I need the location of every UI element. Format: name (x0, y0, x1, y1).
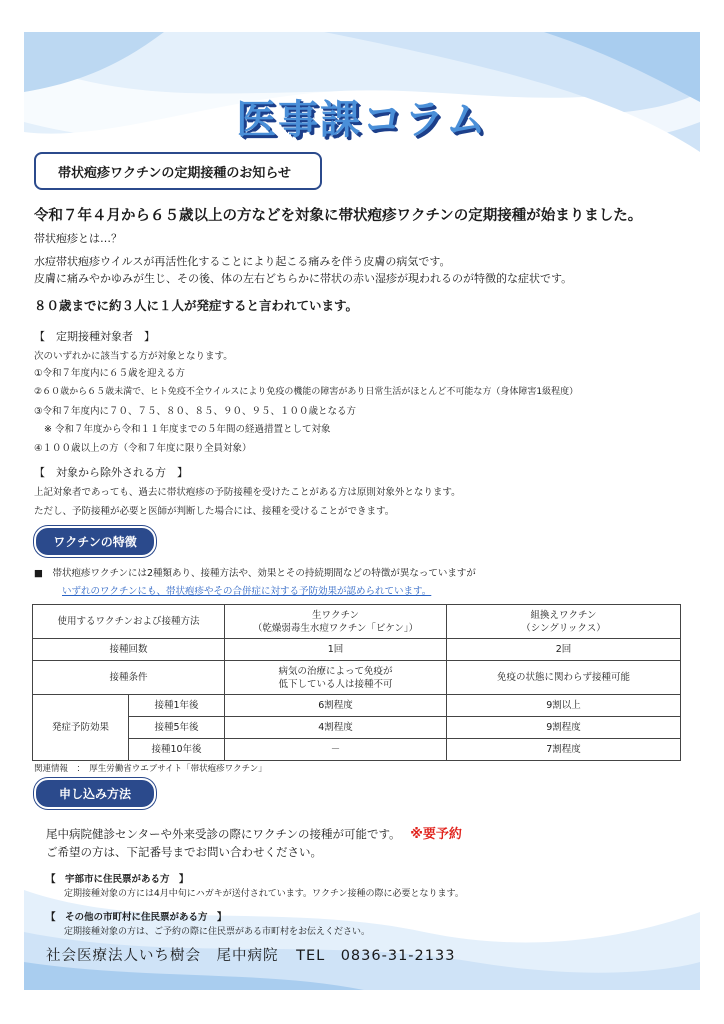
excluded-heading: 【 対象から除外される方 】 (34, 466, 188, 479)
count-label: 接種回数 (33, 639, 225, 661)
apply-line-1-text: 尾中病院健診センターや外来受診の際にワクチンの接種が可能です。 (46, 827, 401, 841)
effect-recombinant: 9割程度 (447, 717, 681, 739)
recombinant-vaccine-product: （シングリックス） (521, 622, 606, 634)
ube-heading: 【 宇部市に住民票がある方 】 (46, 874, 189, 885)
section-heading-features: ワクチンの特徴 (34, 526, 156, 557)
eligible-heading: 【 定期接種対象者 】 (34, 330, 155, 343)
description-line-2: 皮膚に痛みやかゆみが生じ、その後、体の左右どちらかに帯状の赤い湿疹が現われるのが特徴的な症状です。 (34, 272, 573, 285)
other-text: 定期接種対象の方は、ご予約の際に住民票がある市町村をお伝えください。 (64, 927, 371, 937)
effect-label: 発症予防効果 (33, 695, 129, 761)
count-live: 1回 (225, 639, 447, 661)
hospital-name: 社会医療法人いち樹会 尾中病院 (46, 948, 279, 964)
effect-live: 6割程度 (225, 695, 447, 717)
eligible-intro: 次のいずれかに該当する方が対象となります。 (34, 351, 233, 362)
eligible-item-4: ④１００歳以上の方（令和７年度に限り全員対象） (34, 443, 252, 454)
section-heading-notice: 帯状疱疹ワクチンの定期接種のお知らせ (34, 152, 322, 190)
count-recombinant: 2回 (447, 639, 681, 661)
recombinant-vaccine-name: 組換えワクチン (530, 609, 597, 621)
table-row (33, 605, 681, 639)
vaccine-highlight-text: いずれのワクチンにも、帯状疱疹やその合併症に対する予防効果が認められています。 (62, 586, 432, 597)
lead-text: 令和７年４月から６５歳以上の方などを対象に帯状疱疹ワクチンの定期接種が始まりました。 (34, 208, 643, 224)
condition-live (225, 661, 447, 695)
other-heading: 【 その他の市町村に住民票がある方 】 (46, 912, 227, 923)
live-vaccine-product: （乾燥弱毒生水痘ワクチン「ビケン」） (252, 622, 419, 634)
eligible-item-1: ①令和７年度内に６５歳を迎える方 (34, 368, 186, 379)
related-info: 関連情報 ： 厚生労働省ウエブサイト「帯状疱疹ワクチン」 (34, 764, 267, 774)
ube-text: 定期接種対象の方には4月中旬にハガキが送付されています。ワクチン接種の際に必要となります。 (64, 889, 464, 899)
page-frame (24, 32, 700, 990)
condition-recombinant: 免疫の状態に関わらず接種可能 (447, 661, 681, 695)
section-heading-apply: 申し込み方法 (34, 778, 156, 809)
effect-recombinant: 7割程度 (447, 739, 681, 761)
table-row (33, 717, 681, 739)
effect-recombinant: 9割以上 (447, 695, 681, 717)
table-header-live (225, 605, 447, 639)
description-line-1: 水痘帯状疱疹ウイルスが再活性化することにより起こる痛みを伴う皮膚の病気です。 (34, 255, 451, 268)
table-header-method: 使用するワクチンおよび接種方法 (33, 605, 225, 639)
vaccine-comparison-table (32, 604, 681, 761)
statistic-text: ８０歳までに約３人に１人が発症すると言われています。 (34, 298, 359, 313)
table-row (33, 639, 681, 661)
what-is-heading: 帯状疱疹とは…？ (34, 232, 122, 245)
page-title: 医事課コラム (236, 97, 488, 143)
eligible-item-3: ③令和７年度内に７０、７５、８０、８５、９０、９５、１００歳となる方 (34, 406, 357, 417)
excluded-line-2: ただし、予防接種が必要と医師が判断した場合には、接種を受けることができます。 (34, 506, 395, 517)
condition-live-line-1: 病気の治療によって免疫が (278, 665, 393, 677)
vaccine-bullet-text: ■ 帯状疱疹ワクチンには2種類あり、接種方法や、効果とその持続期間などの特徴が異なっていますが (34, 568, 476, 579)
effect-live: － (225, 739, 447, 761)
phone-number: TEL 0836-31-2133 (296, 948, 456, 964)
effect-period: 接種1年後 (129, 695, 225, 717)
effect-live: 4割程度 (225, 717, 447, 739)
table-row (33, 739, 681, 761)
eligible-item-2: ②６０歳から６５歳未満で、ヒト免疫不全ウイルスにより免疫の機能の障害があり日常生活がほとんど不可能な方（身体障害1級程度） (34, 387, 579, 397)
effect-period: 接種5年後 (129, 717, 225, 739)
table-header-recombinant (447, 605, 681, 639)
footer-contact (46, 944, 455, 965)
effect-period: 接種10年後 (129, 739, 225, 761)
apply-line-2: ご希望の方は、下記番号までお問い合わせください。 (46, 845, 322, 859)
eligible-note: ※ 令和７年度から令和１１年度までの５年間の経過措置として対象 (44, 424, 331, 435)
excluded-line-1: 上記対象者であっても、過去に帯状疱疹の予防接種を受けたことがある方は原則対象外となります。 (34, 487, 461, 498)
live-vaccine-name: 生ワクチン (311, 609, 360, 621)
table-row (33, 661, 681, 695)
table-row (33, 695, 681, 717)
condition-live-line-2: 低下している人は接種不可 (278, 678, 393, 690)
condition-label: 接種条件 (33, 661, 225, 695)
reservation-required: ※要予約 (410, 827, 462, 842)
apply-line-1 (46, 823, 462, 842)
